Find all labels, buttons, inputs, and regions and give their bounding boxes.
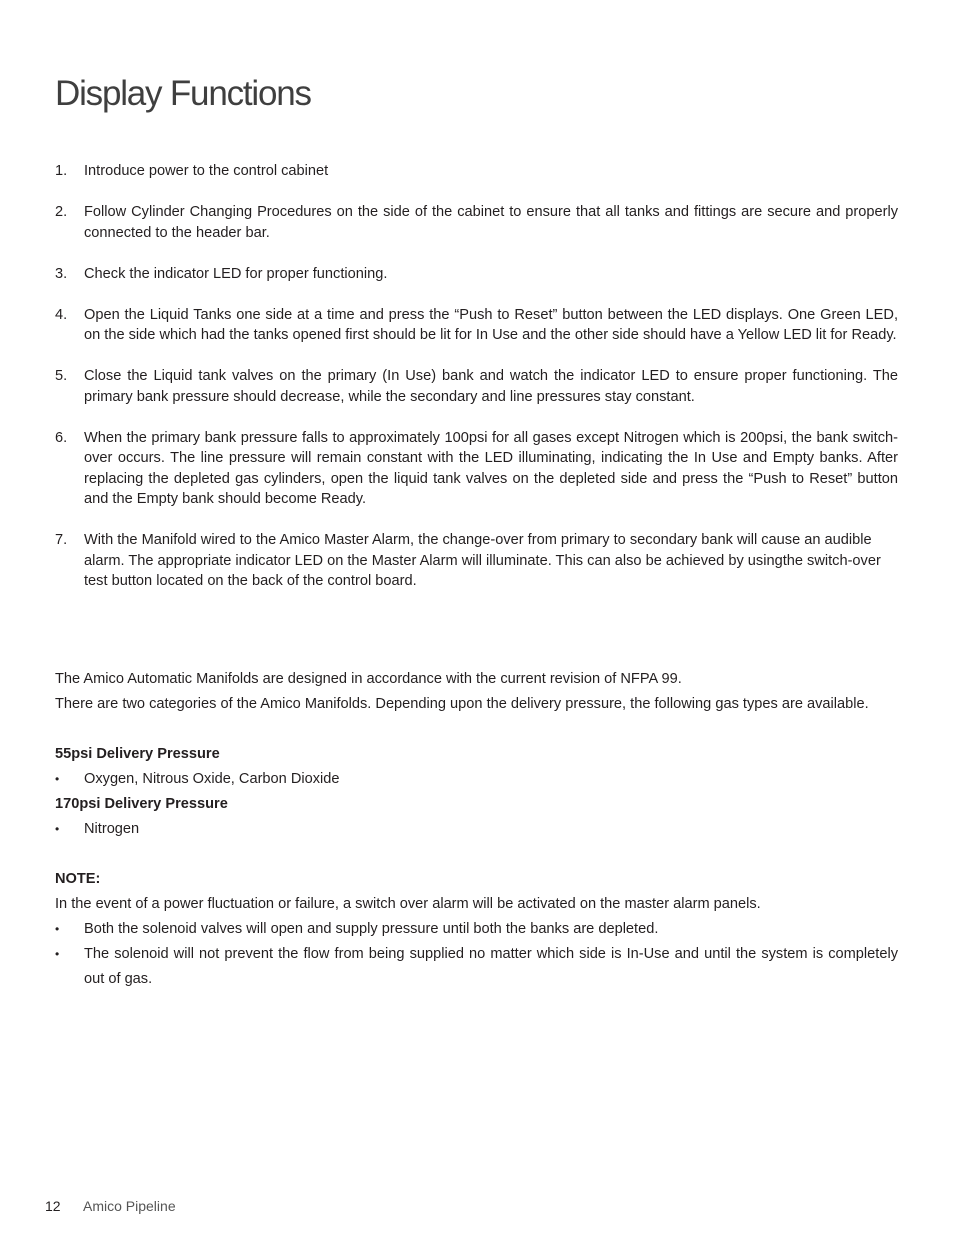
list-item xyxy=(55,942,898,992)
step-number: 5. xyxy=(55,368,68,384)
step-text: With the Manifold wired to the Amico Master Alarm, the change-over from primary to secondary bank will cause an audible alarm. The appropriate indicator LED on the Master Alarm will illuminate. This can also be achieved by usingthe switch-over test button located on the back of the control board. xyxy=(84,532,881,589)
note-text: In the event of a power fluctuation or failure, a switch over alarm will be activated on the master alarm panels. xyxy=(55,896,761,912)
list-item xyxy=(55,767,898,792)
step-item xyxy=(55,305,898,346)
page-number: 12 xyxy=(45,1198,61,1214)
bullet-icon: • xyxy=(55,947,60,961)
step-text: Open the Liquid Tanks one side at a time and press the “Push to Reset” button between the LED displays. One Green LED, on the side which had the tanks opened first should be lit for In Use and the other side should have a Yellow LED lit for Ready. xyxy=(84,306,898,343)
step-number: 6. xyxy=(55,429,68,446)
step-number: 7. xyxy=(55,532,68,548)
manifold-info xyxy=(55,667,898,992)
note-heading: NOTE: xyxy=(55,871,101,887)
step-number: 3. xyxy=(55,265,68,282)
gas-list: Oxygen, Nitrous Oxide, Carbon Dioxide xyxy=(84,771,340,787)
step-item xyxy=(55,161,898,182)
intro-paragraph: The Amico Automatic Manifolds are designed in accordance with the current revision of NFPA 99. xyxy=(55,671,682,687)
procedure-steps xyxy=(55,161,898,612)
spacer xyxy=(55,717,898,742)
bullet-icon: • xyxy=(55,772,60,786)
step-number: 1. xyxy=(55,163,68,179)
step-number: 4. xyxy=(55,306,68,323)
category-heading: 170psi Delivery Pressure xyxy=(55,796,228,812)
step-item xyxy=(55,428,898,510)
bullet-icon: • xyxy=(55,922,60,936)
page-title: Display Functions xyxy=(55,74,311,113)
step-text: Introduce power to the control cabinet xyxy=(84,163,329,179)
category-heading: 55psi Delivery Pressure xyxy=(55,746,220,762)
step-number: 2. xyxy=(55,204,68,220)
intro-paragraph: There are two categories of the Amico Manifolds. Depending upon the delivery pressure, the following gas types are available. xyxy=(55,696,869,712)
step-text: Close the Liquid tank valves on the primary (In Use) bank and watch the indicator LED to ensure proper functioning. The primary bank pressure should decrease, while the secondary and line pressures stay constant. xyxy=(84,368,898,405)
footer-brand: Amico Pipeline xyxy=(83,1198,176,1214)
step-text: Check the indicator LED for proper functioning. xyxy=(84,265,388,282)
list-item xyxy=(55,817,898,842)
bullet-icon: • xyxy=(55,822,60,836)
step-item xyxy=(55,366,898,407)
step-item xyxy=(55,530,898,592)
note-bullet: The solenoid will not prevent the flow from being supplied no matter which side is In-Use and until the system is completely out of gas. xyxy=(84,946,898,987)
step-item xyxy=(55,264,898,285)
note-bullet: Both the solenoid valves will open and supply pressure until both the banks are depleted. xyxy=(84,921,659,937)
spacer xyxy=(55,842,898,867)
page-footer xyxy=(45,1196,176,1216)
list-item xyxy=(55,917,898,942)
step-item xyxy=(55,202,898,243)
step-text: When the primary bank pressure falls to approximately 100psi for all gases except Nitrogen which is 200psi, the bank switch-over occurs. The line pressure will remain constant with the LED illuminating, indicating the In Use and Empty banks. After replacing the depleted gas cylinders, open the liquid tank valves on the depleted side and press the “Push to Reset” button and the Empty bank should become Ready. xyxy=(84,429,898,507)
gas-list: Nitrogen xyxy=(84,821,140,837)
step-text: Follow Cylinder Changing Procedures on the side of the cabinet to ensure that all tanks and fittings are secure and properly connected to the header bar. xyxy=(84,204,898,241)
